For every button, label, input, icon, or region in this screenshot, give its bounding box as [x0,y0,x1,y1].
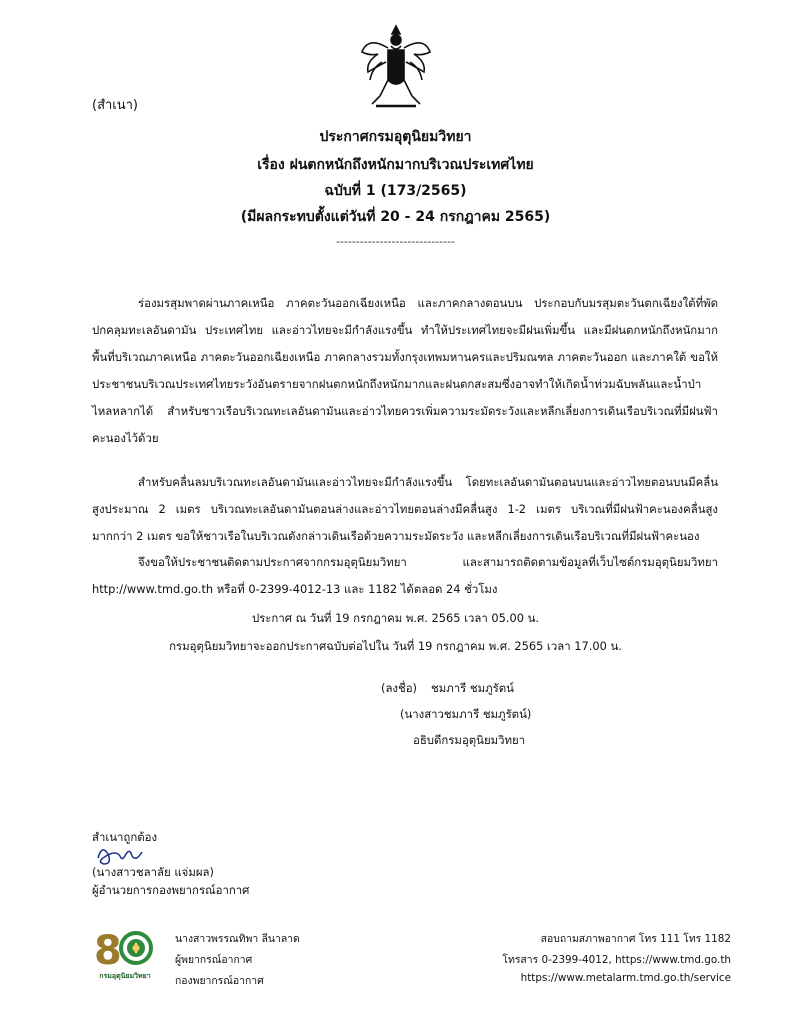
signed-prefix: (ลงชื่อ) [381,681,418,695]
certifier-name: (นางสาวชลาลัย แจ่มผล) [92,865,214,879]
paragraph-forecast-text: ร่องมรสุมพาดผ่านภาคเหนือ ภาคตะวันออกเฉียงเหนือ และภาคกลางตอนบน ประกอบกับมรสุมตะวันตกเฉียงใต้ที่พัดปกคลุมทะเลอันดามัน ประเทศไทย และอ่าวไทยจะมีกำลังแรงขึ้น ทำให้ประเทศไทยจะมีฝนเพิ่มขึ้น และมีฝนตกหนักถึงหนักมากพื้นที่บริเวณภาคเหนือ ภาคตะวันออกเฉียงเหนือ ภาคกลางรวมทั้งกรุงเทพมหานครและปริมณฑล ภาคตะวันออก และภาคใต้ ขอให้ประชาชนบริเวณประเทศไทยระวังอันตรายจากฝนตกหนักถึงหนักมากและฝนตกสะสมซึ่งอาจทำให้เกิดน้ำท่วมฉับพลันและน้ำป่าไหลหลากได้ สำหรับชาวเรือบริเวณทะเลอันดามันและอ่าวไทยควรเพิ่มความระมัดระวังและหลีกเลี่ยงการเดินเรือบริเวณที่มีฝนฟ้าคะนองไว้ด้วย [92,296,718,445]
effective-dates: (มีผลกระทบตั้งแต่วันที่ 20 - 24 กรกฎาคม 2565) [240,209,551,225]
paragraph-follow-text: จึงขอให้ประชาชนติดตามประกาศจากกรมอุตุนิยมวิทยา และสามารถติดตามข้อมูลที่เว็บไซต์กรมอุตุนิยมวิทยา http://www.tmd.go.th หรือที่ 0-2399-4012-13 และ 1182 ได้ตลอด 24 ชั่วโมง [92,555,718,596]
logo-caption: กรมอุตุนิยมวิทยา [99,972,151,980]
signed-name: ชมภารี ชมภูรัตน์ [431,681,514,695]
separator-line: ------------------------------ [335,235,456,248]
announce-date: ประกาศ ณ วันที่ 19 กรกฎาคม พ.ศ. 2565 เวลา 05.00 น. [251,611,540,625]
signer-position: อธิบดีกรมอุตุนิยมวิทยา [413,733,526,747]
paragraph-waves-text: สำหรับคลื่นลมบริเวณทะเลอันดามันและอ่าวไทยจะมีกำลังแรงขึ้น โดยทะเลอันดามันตอนบนและอ่าวไทยตอนบนมีคลื่นสูงประมาณ 2 เมตร บริเวณทะเลอันดามันตอนล่างและอ่าวไทยตอนล่างมีคลื่นสูง 1-2 เมตร บริเวณที่มีฝนฟ้าคะนองคลื่นสูงมากกว่า 2 เมตร ขอให้ชาวเรือในบริเวณดังกล่าวเดินเรือด้วยความระมัดระวัง และหลีกเลี่ยงการเดินเรือบริเวณที่มีฝนฟ้าคะนอง [92,475,718,543]
forecaster-name: นางสาวพรรณทิพา ลีนาลาด [175,933,300,945]
tmd-80th-anniversary-logo-icon [92,924,158,986]
contact-service-link[interactable]: https://www.metalarm.tmd.go.th/service [520,972,731,984]
contact-phone: สอบถามสภาพอากาศ โทร 111 โทร 1182 [540,933,731,945]
svg-text:8: 8 [94,928,122,974]
forecaster-role: ผู้พยากรณ์อากาศ [175,954,253,966]
document-subject: เรื่อง ฝนตกหนักถึงหนักมากบริเวณประเทศไทย [257,157,534,173]
issue-number: ฉบับที่ 1 (173/2565) [324,183,467,199]
certified-copy-label: สำเนาถูกต้อง [92,830,158,844]
paragraph-follow [92,549,718,603]
paragraph-waves [92,469,718,550]
garuda-emblem-icon [358,22,434,112]
copy-label: (สำเนา) [92,98,139,113]
signed-line [381,680,514,698]
paragraph-forecast [92,290,718,452]
contact-fax-website[interactable]: โทรสาร 0-2399-4012, https://www.tmd.go.th [502,954,731,966]
next-announcement: กรมอุตุนิยมวิทยาจะออกประกาศฉบับต่อไปใน วันที่ 19 กรกฎาคม พ.ศ. 2565 เวลา 17.00 น. [169,639,622,653]
document-title: ประกาศกรมอุตุนิยมวิทยา [319,129,472,145]
forecaster-division: กองพยากรณ์อากาศ [175,975,264,987]
certifier-position: ผู้อำนวยการกองพยากรณ์อากาศ [92,883,250,897]
signer-full-name: (นางสาวชมภารี ชมภูรัตน์) [400,707,532,721]
